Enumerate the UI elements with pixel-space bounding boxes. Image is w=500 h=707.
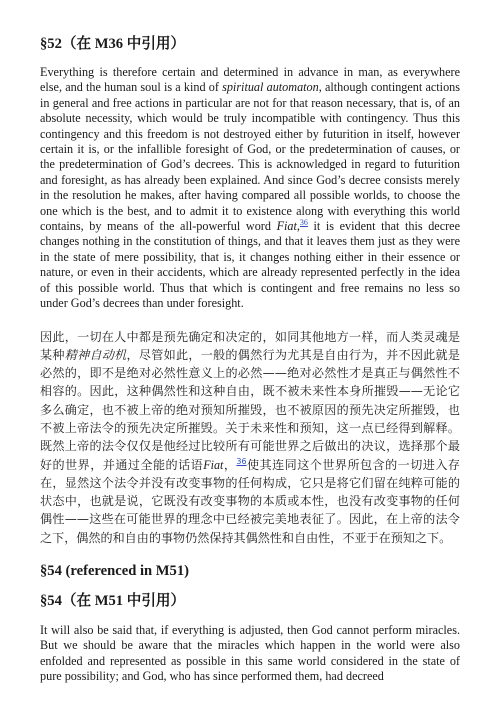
section-54-heading: §54（在 M51 中引用） — [40, 593, 186, 610]
paragraph-text: ，尽管如此，一般的偶然行为尤其是自由行为，并不因此就是必然的，即不是绝对必然性意义上的必然——绝对必然性才是真正与偶然性不相容的。因此，这种偶然性和这种自由，既不被未来性本身所摧毁——无论它多么确定，也不被上帝的绝对预知所摧毁，也不被原因的预先决定所摧毁，也不被上帝法令的预先决定所摧毁。关于未来性和预知，这一点已经得到解释。既然上帝的法令仅仅是他经过比较所有可能世界之后做出的决议，选择那个最好的世界，并通过全能的话语 — [40, 347, 460, 472]
footnote-link-36[interactable]: 36 — [299, 218, 308, 227]
emphasis-fiat-zh: Fiat — [203, 457, 224, 472]
section-52-chinese-paragraph — [40, 328, 460, 548]
paragraph-text: Everything is therefore certain and determined in advance in man, as everywhere else, and the human soul is a kind of — [40, 65, 460, 95]
footnote-ref — [236, 457, 246, 466]
section-54-reference-heading: §54 (referenced in M51) — [40, 563, 190, 580]
section-54-english-paragraph: It will also be said that, if everything is adjusted, then God cannot perform miracles. But we should be aware that the miracles which happen in the world were also enfolded and represented as possible in this same world considered in the state of pure possibility; and God, who has since performed them, had decreed — [40, 623, 460, 684]
section-52-english-paragraph — [40, 65, 460, 312]
paragraph-text: , although contingent actions in general and free actions in particular are not for that reason necessary, that is, of an absolute necessity, which would be truly incompatible with contingency. Thus this contingency and this freedom is not destroyed either by futurition in itself, however certain it is, or the infallible foresight of God, or the predetermination of causes, or the predetermination of God’s decrees. This is acknowledged in regard to futurition and foresight, as has already been explained. And since God’s decree consists merely in the resolution he makes, after having compared all possible worlds, to choose the one which is the best, and to admit it to existence along with everything this world contains, by means of the all-powerful word — [40, 80, 461, 234]
footnote-ref — [300, 218, 308, 227]
footnote-link-36-zh[interactable]: 36 — [236, 456, 247, 466]
emphasis-spiritual-automaton-zh: 精神自动机 — [64, 347, 127, 362]
emphasis-spiritual-automaton: spiritual automaton — [222, 80, 319, 95]
paragraph-text: it is evident that this decree changes nothing in the constitution of things, and that it leaves them just as they were in the state of mere possibility, that is, it changes nothing either in their essence or nature, or even in their accidents, which are already represented perfectly in the idea of this possible world. Thus that which is contingent and free remains no less so under God’s decrees than under foresight. — [40, 219, 461, 311]
paragraph-text: ， — [223, 457, 237, 472]
section-52-heading: §52（在 M36 中引用） — [40, 36, 186, 52]
paragraph-text: , — [296, 219, 300, 234]
emphasis-fiat: Fiat — [276, 219, 297, 234]
paragraph-text: 因此，一切在人中都是预先确定和决定的，如同其他地方一样，而人类灵魂是某种 — [40, 329, 460, 362]
paragraph-text: 使其连同这个世界所包含的一切进入存在，显然这个法令并没有改变事物的任何构成，它只是将它们留在纯粹可能的状态中，也就是说，它既没有改变事物的本质或本性，也没有改变事物的任何偶性——这些在可能世界的理念中已经被完美地表征了。因此，在上帝的法令之下，偶然的和自由的事物仍然保持其偶然性和自由性，不亚于在预知之下。 — [40, 457, 460, 545]
